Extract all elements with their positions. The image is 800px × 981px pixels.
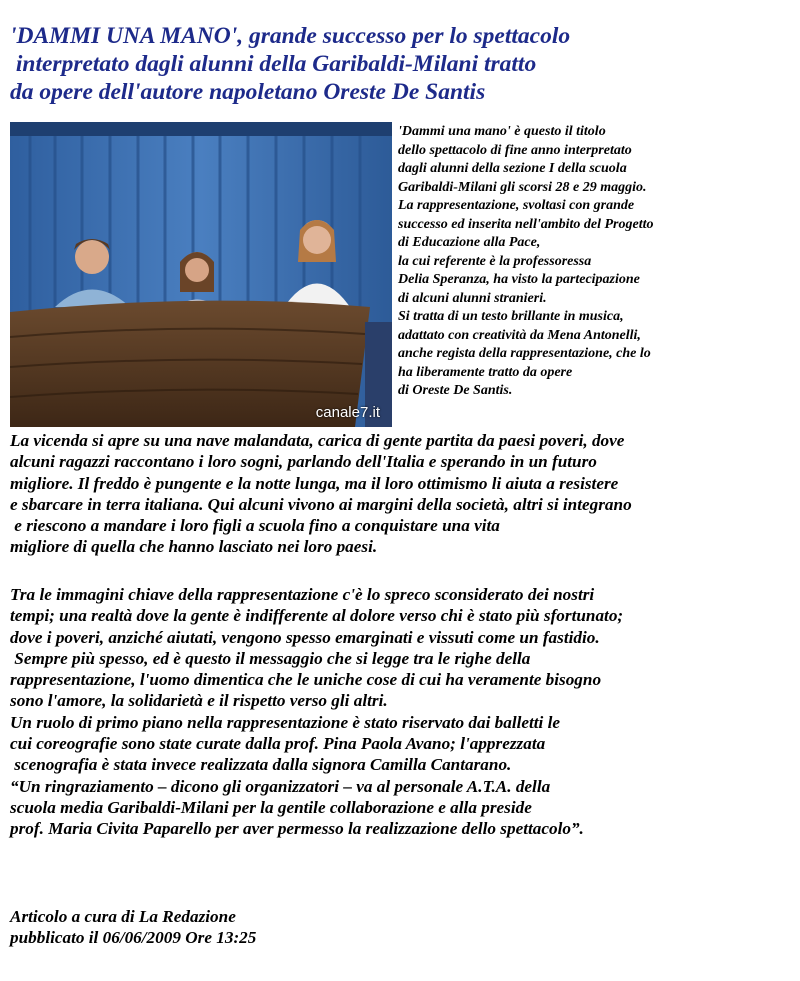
sidebar-line: Si tratta di un testo brillante in musica, [398,309,624,324]
paragraph-line: e sbarcare in terra italiana. Qui alcuni vivono ai margini della società, altri si integrano [10,494,632,514]
article-paragraph-1 [10,430,795,558]
article-byline [10,906,795,949]
sidebar-line: 'Dammi una mano' è questo il titolo [398,124,606,139]
article-photo [10,122,392,427]
paragraph-line: migliore di quella che hanno lasciato nei loro paesi. [10,537,378,557]
article-paragraph-2 [10,584,795,840]
article-title [10,22,790,106]
paragraph-line: “Un ringraziamento – dicono gli organizzatori – va al personale A.T.A. della [10,776,551,796]
paragraph-line: alcuni ragazzi raccontano i loro sogni, parlando dell'Italia e sperando in un futuro [10,452,597,472]
paragraph-line: scenografia è stata invece realizzata dalla signora Camilla Cantarano. [10,755,512,775]
sidebar-line: dello spettacolo di fine anno interpretato [398,142,632,158]
title-line: interpretato dagli alunni della Garibaldi-Milani tratto [10,51,537,77]
sidebar-line: di Oreste De Santis. [398,383,513,398]
paragraph-line: scuola media Garibaldi-Milani per la gentile collaborazione e alla preside [10,797,532,817]
sidebar-line: dagli alunni della sezione I della scuola [398,161,627,176]
paragraph-line: Sempre più spesso, ed è questo il messaggio che si legge tra le righe della [10,648,531,668]
sidebar-line: di Educazione alla Pace, [398,235,541,250]
sidebar-line: ha liberamente tratto da opere [398,364,573,380]
sidebar-intro-text [398,123,798,401]
paragraph-line: dove i poveri, anziché aiutati, vengono spesso emarginati e vissuti come un fastidio. [10,627,600,647]
sidebar-line: anche regista della rappresentazione, che lo [398,346,651,361]
paragraph-line: La vicenda si apre su una nave malandata, carica di gente partita da paesi poveri, dove [10,431,625,450]
byline-date: pubblicato il 06/06/2009 Ore 13:25 [10,928,257,948]
sidebar-line: Delia Speranza, ha visto la partecipazione [398,272,640,287]
sidebar-line: adattato con creatività da Mena Antonelli, [398,327,641,343]
paragraph-line: Tra le immagini chiave della rappresentazione c'è lo spreco sconsiderato dei nostri [10,585,595,604]
paragraph-line: Un ruolo di primo piano nella rappresentazione è stato riservato dai balletti le [10,712,561,732]
title-line: 'DAMMI UNA MANO', grande successo per lo spettacolo [10,23,571,49]
paragraph-line: tempi; una realtà dove la gente è indifferente al dolore verso chi è stato più sfortunato; [10,606,624,626]
sidebar-line: la cui referente è la professoressa [398,253,592,269]
photo-watermark: canale7.it [315,404,380,421]
paragraph-line: prof. Maria Civita Paparello per aver permesso la realizzazione dello spettacolo”. [10,819,584,839]
paragraph-line: cui coreografie sono state curate dalla prof. Pina Paola Avano; l'apprezzata [10,734,546,754]
sidebar-line: Garibaldi-Milani gli scorsi 28 e 29 maggio. [398,179,647,195]
paragraph-line: rappresentazione, l'uomo dimentica che le uniche cose di cui ha veramente bisogno [10,670,602,690]
paragraph-line: e riescono a mandare i loro figli a scuola fino a conquistare una vita [10,516,500,536]
paragraph-line: migliore. Il freddo è pungente e la notte lunga, ma il loro ottimismo li aiuta a resistere [10,473,619,493]
byline-author: Articolo a cura di La Redazione [10,907,236,926]
stage-scene-image [10,122,392,427]
sidebar-line: successo ed inserita nell'ambito del Progetto [398,216,654,232]
paragraph-line: sono l'amore, la solidarietà e il rispetto verso gli altri. [10,691,388,711]
sidebar-line: La rappresentazione, svoltasi con grande [398,198,635,213]
sidebar-line: di alcuni alunni stranieri. [398,290,547,306]
title-line: da opere dell'autore napoletano Oreste De Santis [10,79,486,105]
